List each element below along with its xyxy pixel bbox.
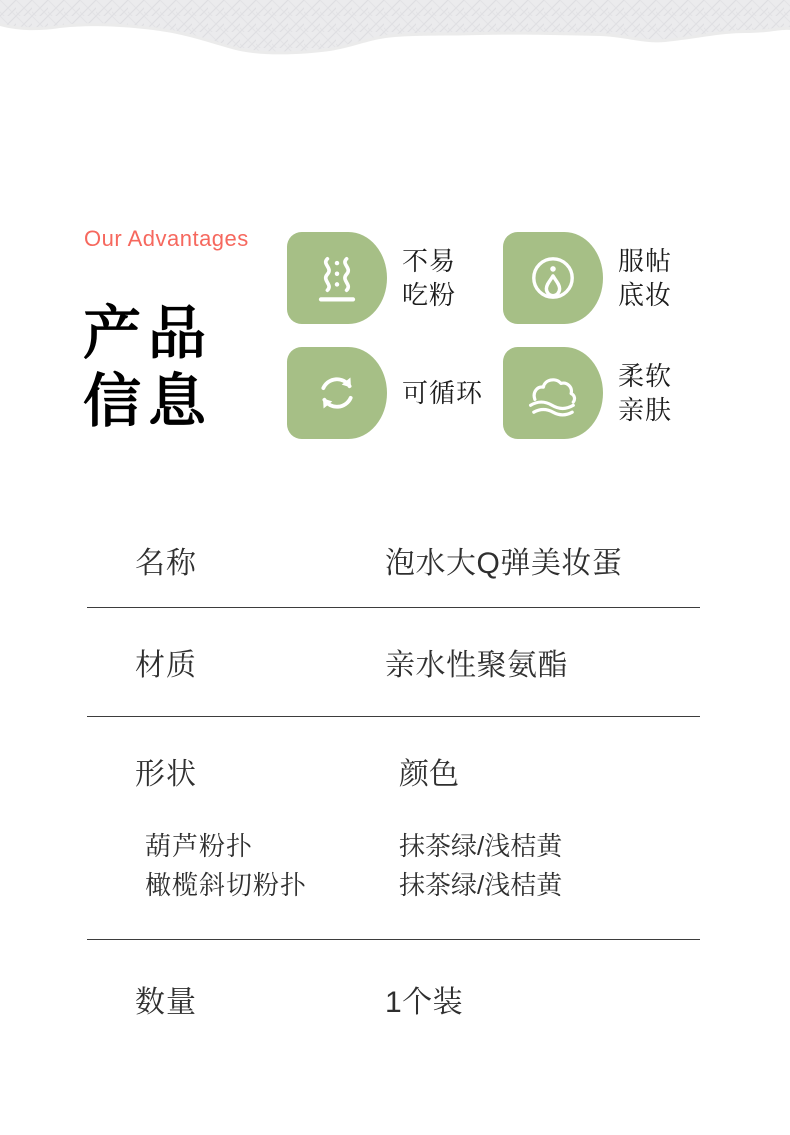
advantage-item-reusable — [287, 347, 503, 439]
eyebrow-label: Our Advantages — [84, 226, 249, 251]
subrow-label: 葫芦粉扑 — [145, 831, 254, 861]
spec-value-quantity: 1个装 — [385, 986, 464, 1019]
advantage-badges — [287, 232, 719, 439]
spec-row-quantity — [87, 940, 700, 1058]
cloud-icon — [503, 347, 603, 439]
advantage-label: 不易 吃粉 — [402, 246, 457, 310]
steam-icon — [287, 232, 387, 324]
advantage-label: 柔软 亲肤 — [618, 361, 673, 425]
recycle-icon — [287, 347, 387, 439]
subrow-label: 橄榄斜切粉扑 — [145, 870, 308, 900]
shape-subrow-olive — [87, 866, 700, 905]
advantage-label: 可循环 — [402, 378, 484, 408]
spec-shape-color-section — [87, 717, 700, 940]
spec-row-name — [87, 513, 700, 608]
page-title-line2: 信息 — [83, 369, 214, 434]
spec-value-material: 亲水性聚氨酯 — [385, 649, 568, 682]
shape-header-label: 形状 — [135, 758, 197, 791]
color-header-label: 颜色 — [399, 758, 459, 791]
droplet-icon — [503, 232, 603, 324]
spec-table — [87, 513, 700, 1058]
shape-color-header — [87, 743, 700, 799]
shape-subrow-gourd — [87, 827, 700, 866]
advantage-item-no-caking — [287, 232, 503, 324]
page-title-line1: 产品 — [83, 301, 214, 366]
spec-row-material — [87, 608, 700, 717]
advantage-item-fits-makeup — [503, 232, 719, 324]
spec-label-material: 材质 — [135, 649, 197, 682]
spec-label-quantity: 数量 — [135, 986, 197, 1019]
eyebrow-text — [84, 224, 254, 253]
advantage-item-soft — [503, 347, 719, 439]
spec-label-name: 名称 — [135, 547, 197, 580]
torn-paper-edge — [0, 0, 790, 110]
subrow-value: 抹茶绿/浅桔黄 — [399, 870, 563, 900]
spec-value-name: 泡水大Q弹美妆蛋 — [385, 547, 623, 580]
page-title — [83, 300, 213, 436]
subrow-value: 抹茶绿/浅桔黄 — [399, 831, 563, 861]
advantage-label: 服帖 底妆 — [618, 246, 673, 310]
